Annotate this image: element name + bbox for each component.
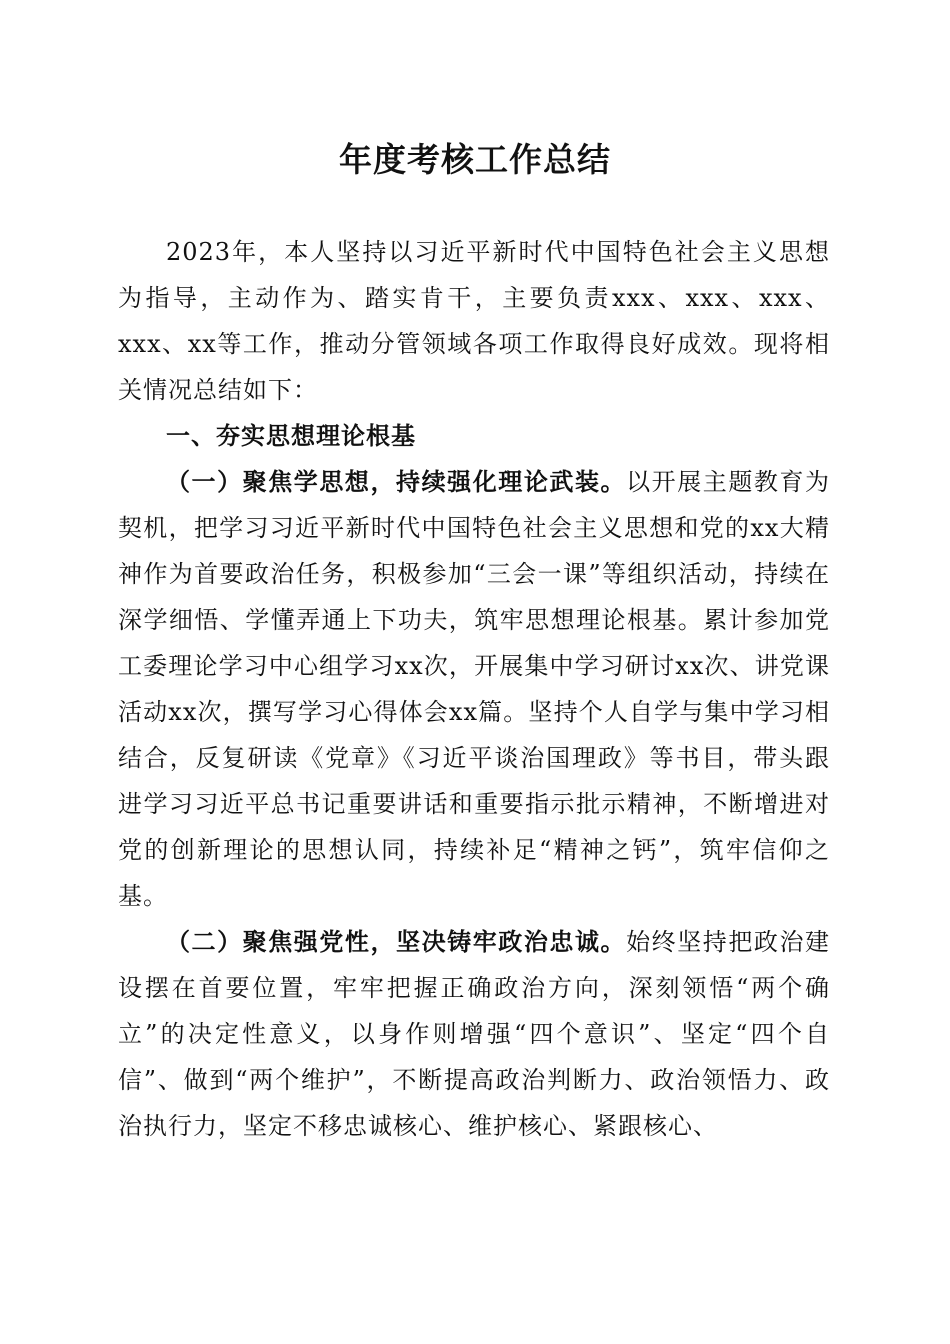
subsection-heading-2: （二）聚焦强党性，坚决铸牢政治忠诚。	[166, 928, 627, 956]
subsection-text-1: 以开展主题教育为契机，把学习习近平新时代中国特色社会主义思想和党的xx大精神作为首要政治任务，积极参加“三会一课”等组织活动，持续在深学细悟、学懂弄通上下功夫，筑牢思想理论根基。累计参加党工委理论学习中心组学习xx次，开展集中学习研讨xx次、讲党课活动xx次，撰写学习心得体会xx篇。坚持个人自学与集中学习相结合，反复研读《党章》《习近平谈治国理政》等书目，带头跟进学习习近平总书记重要讲话和重要指示批示精神，不断增进对党的创新理论的思想认同，持续补足“精神之钙”，筑牢信仰之基。	[118, 468, 831, 910]
intro-paragraph: 2023年，本人坚持以习近平新时代中国特色社会主义思想为指导，主动作为、踏实肯干，主要负责xxx、xxx、xxx、xxx、xx等工作，推动分管领域各项工作取得良好成效。现将相关情况总结如下：	[118, 238, 830, 404]
document-body	[118, 229, 830, 1149]
section-heading-1: 一、夯实思想理论根基	[166, 422, 416, 450]
subsection-text-2: 始终坚持把政治建设摆在首要位置，牢牢把握正确政治方向，深刻领悟“两个确立”的决定性意义，以身作则增强“四个意识”、坚定“四个自信”、做到“两个维护”，不断提高政治判断力、政治领悟力、政治执行力，坚定不移忠诚核心、维护核心、紧跟核心、	[118, 928, 831, 1140]
subsection-heading-1: （一）聚焦学思想，持续强化理论武装。	[166, 468, 627, 496]
subsection-paragraph-2	[118, 919, 830, 1149]
document-title: 年度考核工作总结	[339, 140, 611, 179]
subsection-paragraph-1	[118, 459, 830, 919]
